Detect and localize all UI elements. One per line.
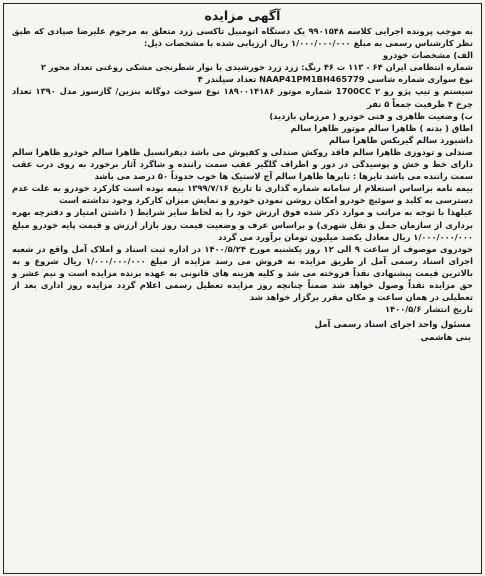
paragraph-condition: صندلی و تودوزی ظاهرا سالم فاقد روکش صندلی و کفپوش می باشد دیفرانسیل ظاهرا سالم خودرو ظاهرا سالم دارای خط و خش و پوسیدگی در دور و اطراف گلگیر عقب سمت راننده و شاگرد آثار برخورد به روی درب عقب سمت راننده می باشد تایرها : تایرها ظاهرا سالم آج لاستیک ها خوب حدوداً ۵۰ درصد می باشد — [12, 146, 473, 182]
signature-name: بنی هاشمی — [420, 333, 471, 344]
paragraph-insurance: بیمه نامه براساس استعلام از سامانه شماره گذاری تا تاریخ ۱۳۹۹/۷/۱۶ بیمه بوده است کارکرد خودرو به علت عدم دسترسی به کلید و سوئیچ خودرو امکان روشن نمودن خودرو و نمایش میزان کارکرد وجود نداشته است — [12, 183, 473, 206]
paragraph-dashboard: داشبورد سالم گیربکس ظاهرا سالم — [329, 134, 473, 145]
paragraph-plate: شماره انتظامی ایران ۶۴ - ۱۱۳ ت ۴۶ رنگ: زرد زرد خورشیدی با نوار شطرنجی مشکی روغنی تعداد محور ۲ — [40, 62, 473, 73]
signature-title: مسئول واحد اجرای اسناد رسمی آمل — [314, 320, 471, 331]
paragraph-valuation: عیلهذا با توجه به مراتب و موارد ذکر شده فوق ارزش خود را به لحاظ سایر شرایط ( داشتن امتیاز و دفترچه بهره برداری از سازمان حمل و نقل شهری) و براساس عرف و وضعیت قیمت روز بازار ارزش و قیمت پایه خودرو مبلغ ۱/۰۰۰/۰۰۰/۰۰۰ ریال معادل یکصد میلیون تومان برآورد می گردد — [12, 207, 473, 242]
paragraph-intro: به موجب پرونده اجرایی کلاسه ۹۹۰۱۵۴۸ یک دستگاه اتومبیل تاکسی زرد متعلق به مرحوم علیرضا صیادی که طبق نظر کارشناس رسمی به مبلغ ۱/۰۰۰/۰۰۰/۰۰۰ ریال ارزیابی شده با مشخصات ذیل: — [12, 26, 473, 49]
paragraph-date: تاریخ انتشار ۱۴۰۰/۵/۶ — [384, 304, 473, 315]
paragraph-chassis: نوع سواری شماره شاسی NAAP41PM1BH465779 تعداد سیلندر ۴ — [197, 74, 473, 85]
paragraph-engine: سیستم و تیپ پژو رو ۲ 1700CC شماره موتور ۱۸۹۰۰۱۴۱۸۶ نوع سوخت دوگانه بنزین/ گازسوز مدل ۱۳۹۰ تعداد چرخ ۴ ظرفیت جمعاً ۵ نفر — [12, 86, 474, 109]
paragraph-section-a: الف) مشخصات خودرو — [383, 50, 473, 61]
paragraph-body-engine: اطاق ( بدنه ) ظاهرا سالم موتور ظاهرا سالم — [290, 122, 473, 133]
notice-title: آگهی مزایده — [204, 8, 281, 23]
paragraph-auction: خودروی موصوف از ساعت ۹ الی ۱۲ روز یکشنبه مورخ ۱۴۰۰/۵/۲۴ در اداره ثبت اسناد و املاک آمل واقع در شعبه اجرای اسناد رسمی آمل از طریق مزایده به فروش می رسد مزایده از مبلغ ۱/۰۰۰/۰۰۰/۰۰۰ ریال شروع و به بالاترین قیمت پیشنهادی نقداً فروخته می شد و کلیه هزینه های قانونی به عهده برنده مزایده است و نیم عشر و حق مزایده نقداً وصول خواهد شد ضمناً چنانچه روز مزایده تعطیل رسمی اعلام گردد مزایده روز اداری بعد از تعطیلی در همان ساعت و مکان مقرر برگزار خواهد شد — [12, 243, 473, 303]
notice-border — [3, 3, 482, 574]
paragraph-section-b: ب) وضعیت ظاهری و فنی خودرو ( مرزمان بازدید) — [269, 110, 473, 121]
